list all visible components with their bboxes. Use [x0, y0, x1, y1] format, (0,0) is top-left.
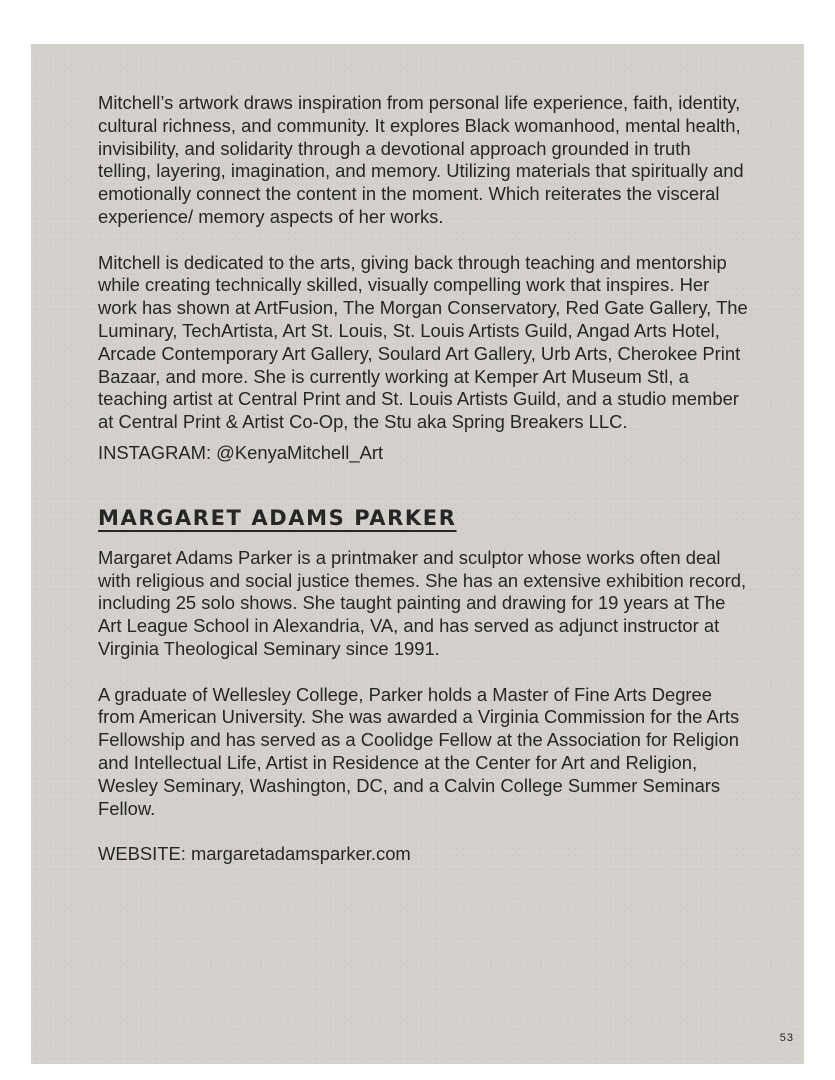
page-content	[98, 92, 748, 866]
page-number: 53	[779, 1032, 794, 1044]
parker-bio-paragraph-1: Margaret Adams Parker is a printmaker and sculptor whose works often deal with religious and social justice themes. She has an extensive exhibition record, including 25 solo shows. She taught painting and drawing for 19 years at The Art League School in Alexandria, VA, and has served as adjunct instructor at Virginia Theological Seminary since 1991.	[98, 546, 747, 659]
parker-heading: MARGARET ADAMS PARKER	[98, 505, 457, 530]
document-page	[31, 44, 804, 1064]
mitchell-bio-paragraph-2: Mitchell is dedicated to the arts, giving back through teaching and mentorship while creating technically skilled, visually compelling work that inspires. Her work has shown at ArtFusion, The Morgan Conservatory, Red Gate Gallery, The Luminary, TechArtista, Art St. Louis, St. Louis Artists Guild, Angad Arts Hotel, Arcade Contemporary Art Gallery, Soulard Art Gallery, Urb Arts, Cherokee Print Bazaar, and more. She is currently working at Kemper Art Museum Stl, a teaching artist at Central Print and St. Louis Artists Guild, and a studio member at Central Print & Artist Co-Op, the Stu aka Spring Breakers LLC.	[98, 251, 748, 433]
parker-website: WEBSITE: margaretadamsparker.com	[98, 843, 411, 865]
parker-bio-paragraph-2: A graduate of Wellesley College, Parker holds a Master of Fine Arts Degree from American University. She was awarded a Virginia Commission for the Arts Fellowship and has served as a Coolidge Fellow at the Association for Religion and Intellectual Life, Artist in Residence at the Center for Art and Religion, Wesley Seminary, Washington, DC, and a Calvin College Summer Seminars Fellow.	[98, 683, 740, 819]
mitchell-instagram: INSTAGRAM: @KenyaMitchell_Art	[98, 441, 384, 463]
mitchell-bio-paragraph-1: Mitchell’s artwork draws inspiration from personal life experience, faith, identity, cultural richness, and community. It explores Black womanhood, mental health, invisibility, and solidarity through a devotional approach grounded in truth telling, layering, imagination, and memory. Utilizing materials that spiritually and emotionally connect the content in the moment. Which reiterates the visceral experience/ memory aspects of her works.	[98, 92, 744, 227]
